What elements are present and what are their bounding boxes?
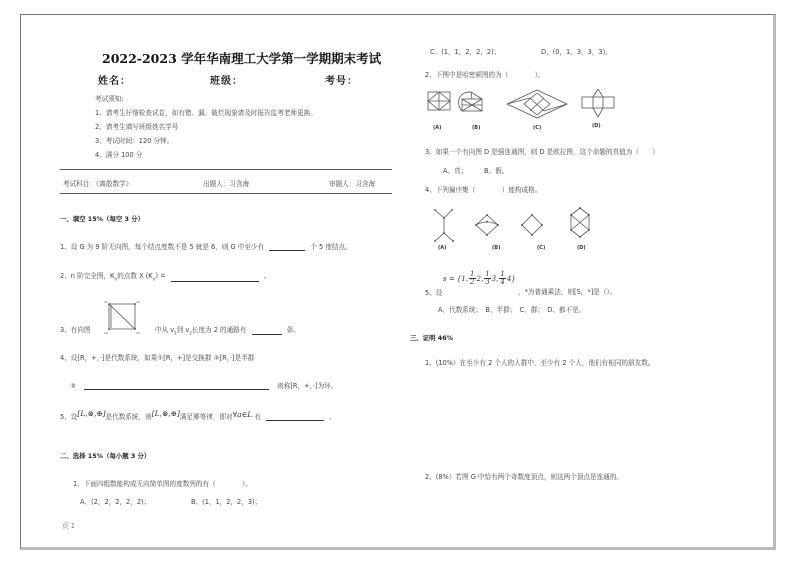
question-text: 条。	[286, 326, 300, 334]
fill-question-5	[60, 411, 336, 421]
poset-caption-c: (C)	[537, 245, 546, 251]
set-expression	[443, 271, 516, 286]
math-expression: [L,⊗,⊕]	[151, 409, 180, 418]
vertex-label: v3	[136, 331, 140, 335]
question-text: ) =	[155, 272, 166, 280]
fraction: $\frac{1}{4}$	[500, 270, 505, 286]
choice-5-options: A、代数系统； B、半群； C、群； D、都不是。	[438, 306, 586, 314]
fraction: $\frac{1}{2}$	[470, 270, 475, 286]
vertex-label: v2	[136, 300, 140, 304]
section-heading-choice: 二、选择 15%（每小题 3 分）	[60, 452, 151, 460]
exam-reviewer: 审题人：习含海	[329, 180, 376, 188]
choice-3-option-b: B、假。	[484, 167, 509, 175]
fill-question-4-cont	[70, 380, 337, 390]
poset-c	[521, 214, 543, 236]
class-label: 班级：	[210, 76, 243, 87]
exam-setter: 出题人：习含海	[203, 180, 250, 188]
notice-item-1: 1、请考生仔细检查试卷，如有错、漏、破烂现象请及时报告监考老师更换。	[95, 109, 317, 117]
choice-question-2: 2、下图中是哈密顿图的为（ ）。	[425, 71, 545, 79]
notice-item-2: 2、请考生填写班级姓名学号	[95, 123, 179, 131]
subscript: n	[114, 277, 118, 283]
math-text: 3,	[491, 274, 499, 283]
figure-caption-b: (B)	[472, 125, 481, 131]
question-text: 则称[R，+，·]为环。	[277, 382, 338, 390]
question-text: 到 v	[176, 326, 190, 334]
question-text: 。	[263, 272, 271, 280]
fill-question-3-prefix: 3、有向图	[60, 326, 91, 334]
question-text: 有	[254, 413, 261, 421]
math-text: 4}	[506, 274, 516, 283]
answer-blank[interactable]	[252, 327, 282, 335]
choice-3-option-a: A、真；	[443, 167, 468, 175]
choice-1-option-d: D、(0，1，3，3，3)。	[541, 48, 612, 56]
graph-a	[428, 92, 450, 110]
answer-blank[interactable]	[269, 243, 305, 251]
choice-question-5: 5、设	[425, 289, 443, 297]
exam-subject: 考试科目：《离散数学》	[63, 180, 133, 188]
figure-caption-c: (C)	[533, 125, 542, 131]
question-text: 中从 v	[155, 326, 175, 334]
question-text: 长度为 2 的通路有	[191, 326, 247, 334]
fill-question-1	[60, 241, 352, 251]
section-heading-proof: 三、证明 46%	[410, 334, 454, 342]
choice-1-option-b: B、(1，1，2，2，3)；	[191, 498, 262, 506]
subscript: 2	[189, 330, 192, 336]
math-expression: ∀a∈L	[232, 410, 253, 419]
poset-a	[434, 209, 454, 242]
answer-blank[interactable]	[266, 413, 324, 421]
choice-1-option-c: C、(1，1，2，2，2)；	[430, 48, 501, 56]
question-text: ③	[70, 382, 76, 390]
figure-caption-d: (D)	[592, 123, 601, 129]
poset-d	[570, 207, 590, 238]
answer-blank[interactable]	[171, 274, 259, 282]
choice-question-3: 3、如果一个有向图 D 是强连通图，则 D 是欧拉图，这个命题的真值为（ ）	[425, 148, 659, 156]
question-text: 。	[329, 413, 336, 421]
poset-caption-a: (A)	[438, 245, 447, 251]
proof-question-1: 1、(10%）在至少有 2 个人的人群中，至少有 2 个人，他们有相同的朋友数。	[425, 359, 655, 367]
exam-title: 2022-2023 学年华南理工大学第一学期期末考试	[102, 51, 382, 66]
question-text: 是代数系统，则	[105, 413, 152, 421]
graph-c	[507, 90, 567, 118]
divider	[60, 169, 392, 170]
subscript: 1	[174, 330, 177, 336]
math-text: s = {1,	[443, 274, 469, 283]
choice-question-1: 1、下面四组数能构成无向简单图的度数列的有（ ）。	[73, 480, 252, 488]
subscript: n	[152, 277, 156, 283]
poset-b	[475, 214, 499, 236]
notice-heading: 考试须知:	[95, 95, 124, 103]
graph-d	[582, 89, 614, 117]
proof-question-2: 2、(8%）若图 G 中恰有两个奇数度顶点，则这两个顶点是连通的。	[425, 473, 623, 481]
fill-question-2	[60, 270, 270, 282]
question-text: 个 5 度结点。	[310, 243, 352, 251]
answer-blank[interactable]	[84, 382, 269, 390]
fill-question-4: 4、设[R，+，·]是代数系统，如果①[R，+]是交换群 ②[R，·]是半群	[60, 354, 255, 362]
math-text: 2,	[476, 274, 484, 283]
fill-question-3	[155, 324, 300, 335]
math-expression: [L,⊗,⊕]	[77, 409, 106, 418]
choice-1-option-a: A、(2，2，2，2，2)；	[80, 498, 151, 506]
name-label: 姓名：	[98, 76, 131, 87]
notice-item-3: 3、考试时间：120 分钟。	[95, 137, 174, 145]
graph-b	[459, 92, 482, 111]
figure-caption-a: (A)	[433, 125, 442, 131]
question-text: 满足幂等律，即对	[179, 413, 233, 421]
vertex-label: v4	[104, 331, 108, 335]
fraction: $\frac{1}{3}$	[485, 270, 490, 286]
section-heading-fill-in: 一、填空 15%（每空 3 分）	[60, 215, 144, 223]
poset-caption-d: (D)	[577, 245, 586, 251]
vertex-label: v1	[104, 300, 108, 304]
question-text: 1、设 G 为 9 阶无向图，每个结点度数不是 5 就是 6，则 G 中至少有	[60, 243, 265, 251]
poset-figures	[430, 205, 600, 245]
question-text: 5、设	[60, 413, 78, 421]
divider	[60, 193, 392, 194]
question-text: 2、n 阶完全图，K	[60, 272, 115, 280]
exam-id-label: 考号：	[325, 76, 358, 87]
question-text: 的点数 X (K	[117, 272, 153, 280]
digraph-figure	[103, 299, 143, 335]
notice-item-4: 4、满分 100 分	[95, 151, 143, 159]
choice-question-5-cont: ，*为普通乘法，则[S，*]是（）。	[518, 288, 617, 296]
page-number: 页 1	[62, 522, 75, 530]
poset-caption-b: (B)	[492, 245, 501, 251]
choice-question-4: 4、下列偏序集（ ）能构成格。	[425, 186, 542, 194]
